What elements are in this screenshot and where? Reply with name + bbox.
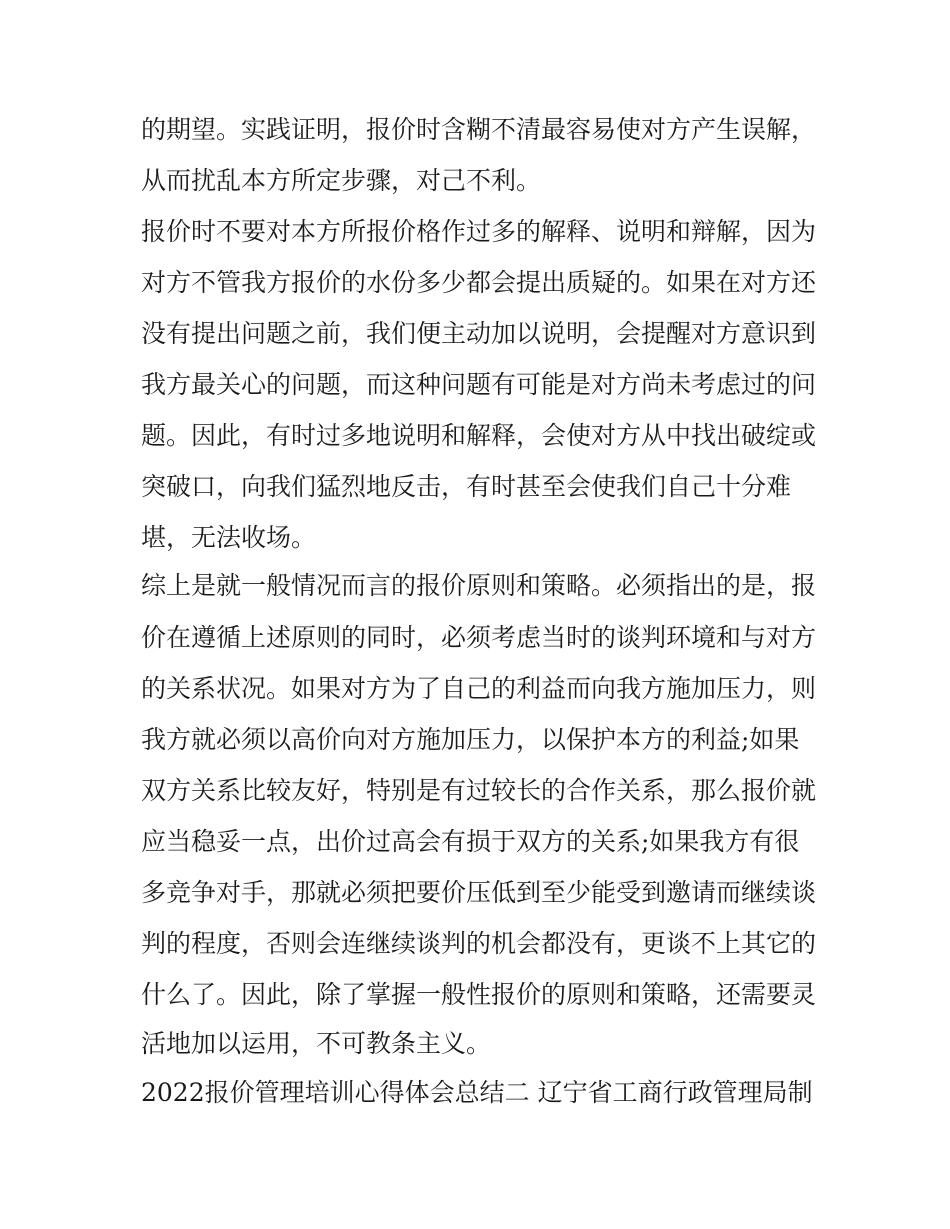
text-line: 多竞争对手，那就必须把要价压低到至少能受到邀请而继续谈 <box>141 878 817 907</box>
text-line: 我方最关心的问题，而这种问题有可能是对方尚未考虑过的问 <box>141 370 817 399</box>
text-line: 报价时不要对本方所报价格作过多的解释、说明和辩解，因为 <box>141 217 817 246</box>
text-line: 价在遵循上述原则的同时，必须考虑当时的谈判环境和与对方 <box>141 623 817 652</box>
text-line: 的关系状况。如果对方为了自己的利益而向我方施加压力，则 <box>141 674 817 703</box>
text-line: 活地加以运用，不可教条主义。 <box>141 1029 492 1058</box>
text-line: 堪，无法收场。 <box>141 523 317 552</box>
text-line: 判的程度，否则会连继续谈判的机会都没有，更谈不上其它的 <box>141 929 817 958</box>
text-line: 的期望。实践证明，报价时含糊不清最容易使对方产生误解， <box>141 115 817 144</box>
text-line: 应当稳妥一点，出价过高会有损于双方的关系;如果我方有很 <box>141 827 800 856</box>
text-line: 2022报价管理培训心得体会总结二 辽宁省工商行政管理局制 <box>141 1078 813 1107</box>
text-line: 什么了。因此，除了掌握一般性报价的原则和策略，还需要灵 <box>141 980 817 1009</box>
text-line: 从而扰乱本方所定步骤，对己不利。 <box>141 166 542 195</box>
text-line: 题。因此，有时过多地说明和解释，会使对方从中找出破绽或 <box>141 421 817 450</box>
text-line: 双方关系比较友好，特别是有过较长的合作关系，那么报价就 <box>141 776 817 805</box>
text-line: 突破口，向我们猛烈地反击，有时甚至会使我们自己十分难 <box>141 472 792 501</box>
text-line: 没有提出问题之前，我们便主动加以说明，会提醒对方意识到 <box>141 319 817 348</box>
text-line: 对方不管我方报价的水份多少都会提出质疑的。如果在对方还 <box>141 268 817 297</box>
text-line: 综上是就一般情况而言的报价原则和策略。必须指出的是，报 <box>141 571 817 600</box>
text-line: 我方就必须以高价向对方施加压力，以保护本方的利益;如果 <box>141 725 800 754</box>
